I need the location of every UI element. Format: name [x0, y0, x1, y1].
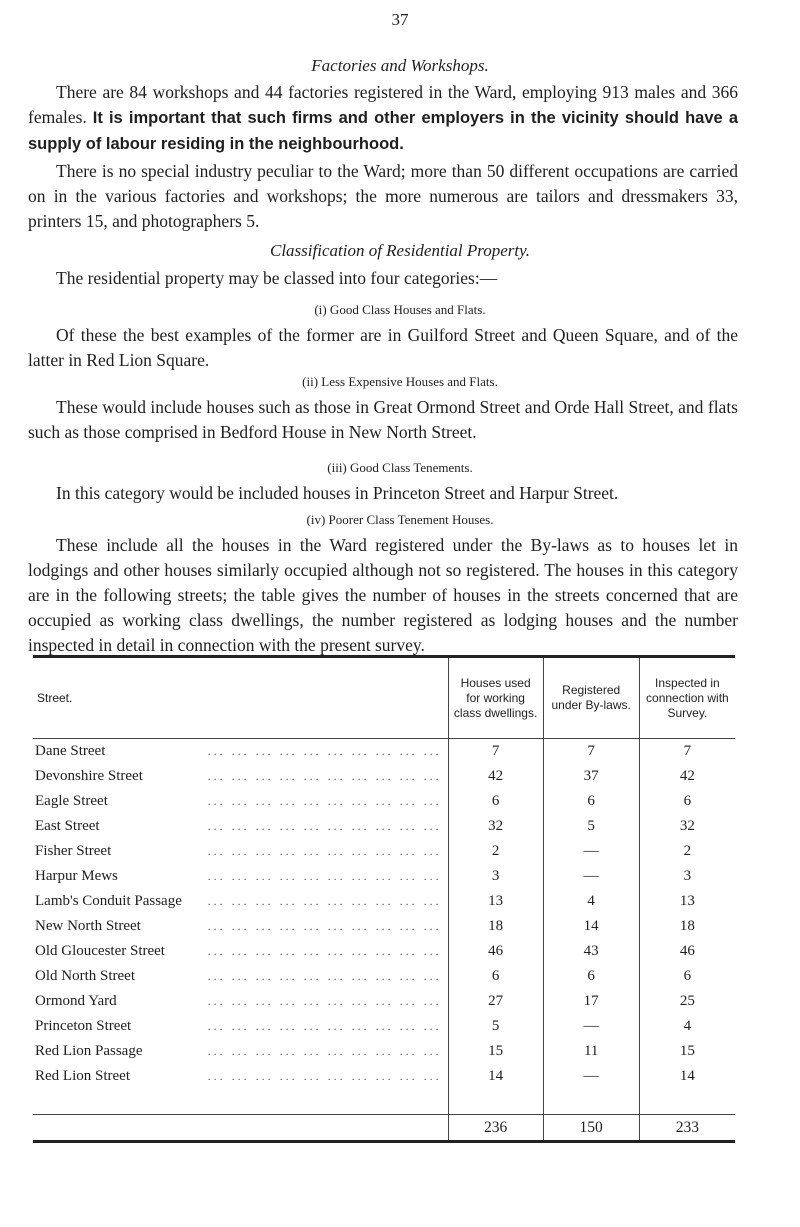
street-cell [33, 814, 448, 839]
inspected-cell: 18 [639, 914, 735, 939]
registered-cell: 14 [543, 914, 639, 939]
table-row [33, 1064, 735, 1089]
street-cell [33, 839, 448, 864]
category-1-text: Of these the best examples of the former are in Guilford Street and Queen Square, and of the latter in Red Lion Square. [28, 325, 738, 370]
street-cell-content [33, 843, 448, 860]
houses-cell: 7 [448, 739, 543, 765]
street-cell [33, 889, 448, 914]
street-name: Red Lion Passage [35, 1043, 143, 1059]
street-cell [33, 1014, 448, 1039]
table-spacer-row [33, 1089, 735, 1115]
street-cell [33, 789, 448, 814]
table-row [33, 839, 735, 864]
street-cell-content [33, 968, 448, 985]
street-name: New North Street [35, 918, 141, 934]
category-4-text: These include all the houses in the Ward registered under the By-laws as to houses let in lodgings and other houses similarly occupied although not so registered. The houses in this category are in the following streets; the table gives the number of houses in the streets concerned that are occupied as working class dwellings, the number registered as lodging houses and the number inspected in detail in connection with the present survey. [28, 535, 738, 655]
table-header-row [33, 657, 735, 739]
street-cell [33, 864, 448, 889]
factories-para2-text: There is no special industry peculiar to the Ward; more than 50 different occupations are carried on in the various factories and workshops; the more numerous are tailors and dressmakers 33, printers 15, and photographers 5. [28, 161, 738, 231]
houses-cell: 15 [448, 1039, 543, 1064]
table-row [33, 939, 735, 964]
spacer-cell [33, 1089, 448, 1115]
dot-leader [118, 869, 442, 884]
dot-leader [135, 969, 442, 984]
category-3-paragraph [28, 481, 738, 506]
header-registered: Registered under By-laws. [543, 657, 639, 739]
registered-cell: 6 [543, 964, 639, 989]
category-3-text: In this category would be included houses in Princeton Street and Harpur Street. [56, 483, 619, 503]
dot-leader [111, 844, 441, 859]
dot-leader [131, 1019, 441, 1034]
total-registered: 150 [543, 1115, 639, 1142]
houses-cell: 6 [448, 789, 543, 814]
street-name: Eagle Street [35, 793, 108, 809]
inspected-cell: 42 [639, 764, 735, 789]
registered-cell: — [543, 864, 639, 889]
registered-cell: 6 [543, 789, 639, 814]
registered-cell: 4 [543, 889, 639, 914]
registered-cell: 43 [543, 939, 639, 964]
table-row [33, 914, 735, 939]
houses-cell: 13 [448, 889, 543, 914]
street-cell [33, 964, 448, 989]
dot-leader [105, 744, 441, 759]
registered-cell: 37 [543, 764, 639, 789]
inspected-cell: 13 [639, 889, 735, 914]
street-cell [33, 1064, 448, 1089]
factories-para1-text: There are 84 workshops and 44 factories registered in the Ward, employing 913 males and 366 females. [28, 82, 738, 127]
registered-cell: 5 [543, 814, 639, 839]
street-name: Harpur Mews [35, 868, 118, 884]
dot-leader [141, 919, 442, 934]
table-body [33, 739, 735, 1115]
houses-cell: 14 [448, 1064, 543, 1089]
street-cell-content [33, 1018, 448, 1035]
houses-cell: 3 [448, 864, 543, 889]
table-row [33, 1039, 735, 1064]
total-houses: 236 [448, 1115, 543, 1142]
section-title-factories: Factories and Workshops. [311, 56, 489, 75]
street-cell-content [33, 918, 448, 935]
inspected-cell: 14 [639, 1064, 735, 1089]
dot-leader [100, 819, 442, 834]
paragraph-factories-1 [28, 80, 738, 157]
category-4-heading: (iv) Poorer Class Tenement Houses. [306, 512, 494, 527]
table-row [33, 789, 735, 814]
street-name: East Street [35, 818, 100, 834]
street-cell-content [33, 1068, 448, 1085]
paragraph-factories-2 [28, 159, 738, 234]
street-cell-content [33, 943, 448, 960]
street-cell [33, 939, 448, 964]
header-houses: Houses used for working class dwellings. [448, 657, 543, 739]
page-number: 37 [391, 10, 409, 29]
table-row [33, 1014, 735, 1039]
category-2-heading: (ii) Less Expensive Houses and Flats. [302, 374, 498, 389]
dot-leader [182, 894, 442, 909]
header-inspected: Inspected in connection with Survey. [639, 657, 735, 739]
street-name: Dane Street [35, 743, 106, 759]
category-1-paragraph [28, 323, 738, 373]
houses-cell: 2 [448, 839, 543, 864]
spacer-cell [639, 1089, 735, 1115]
table-row [33, 764, 735, 789]
inspected-cell: 46 [639, 939, 735, 964]
table-row [33, 989, 735, 1014]
street-name: Old Gloucester Street [35, 943, 165, 959]
street-cell [33, 739, 448, 765]
survey-table [33, 655, 735, 1143]
table-total-row [33, 1115, 735, 1142]
dot-leader [117, 994, 442, 1009]
registered-cell: — [543, 1014, 639, 1039]
street-name: Fisher Street [35, 843, 112, 859]
houses-cell: 46 [448, 939, 543, 964]
spacer-cell [543, 1089, 639, 1115]
street-cell-content [33, 1043, 448, 1060]
dot-leader [165, 944, 442, 959]
total-label-cell [33, 1115, 448, 1142]
registered-cell: 7 [543, 739, 639, 765]
street-name: Princeton Street [35, 1018, 132, 1034]
spacer-cell [448, 1089, 543, 1115]
street-cell [33, 764, 448, 789]
registered-cell: — [543, 1064, 639, 1089]
dot-leader [130, 1069, 442, 1084]
table-row [33, 889, 735, 914]
category-4-paragraph [28, 533, 738, 658]
inspected-cell: 4 [639, 1014, 735, 1039]
header-street: Street. [33, 657, 448, 739]
street-cell [33, 989, 448, 1014]
registered-cell: — [543, 839, 639, 864]
street-name: Devonshire Street [35, 768, 143, 784]
houses-cell: 42 [448, 764, 543, 789]
street-cell-content [33, 743, 448, 760]
section-title-classification: Classification of Residential Property. [269, 241, 531, 260]
dot-leader [142, 1044, 441, 1059]
category-2-text: These would include houses such as those in Great Ormond Street and Orde Hall Street, and flats such as those comprised in Bedford House in New North Street. [28, 397, 738, 442]
street-cell-content [33, 868, 448, 885]
inspected-cell: 3 [639, 864, 735, 889]
street-cell [33, 1039, 448, 1064]
registered-cell: 17 [543, 989, 639, 1014]
houses-cell: 32 [448, 814, 543, 839]
paragraph-classification-intro [28, 266, 738, 291]
street-name: Old North Street [35, 968, 135, 984]
inspected-cell: 32 [639, 814, 735, 839]
inspected-cell: 25 [639, 989, 735, 1014]
category-2-paragraph [28, 395, 738, 445]
table-row [33, 964, 735, 989]
inspected-cell: 6 [639, 789, 735, 814]
street-name: Red Lion Street [35, 1068, 130, 1084]
table-row [33, 739, 735, 765]
houses-cell: 27 [448, 989, 543, 1014]
street-cell [33, 914, 448, 939]
houses-cell: 18 [448, 914, 543, 939]
dot-leader [143, 769, 442, 784]
factories-para1-bold: It is important that such firms and other employers in the vicinity should have a supply of labour residing in the neighbourhood. [28, 109, 738, 153]
houses-cell: 5 [448, 1014, 543, 1039]
street-cell-content [33, 793, 448, 810]
inspected-cell: 6 [639, 964, 735, 989]
inspected-cell: 2 [639, 839, 735, 864]
registered-cell: 11 [543, 1039, 639, 1064]
street-cell-content [33, 818, 448, 835]
inspected-cell: 7 [639, 739, 735, 765]
inspected-cell: 15 [639, 1039, 735, 1064]
street-name: Ormond Yard [35, 993, 117, 1009]
classification-intro-text: The residential property may be classed into four categories:— [56, 268, 498, 288]
table-row [33, 864, 735, 889]
dot-leader [108, 794, 442, 809]
table-row [33, 814, 735, 839]
street-cell-content [33, 893, 448, 910]
street-cell-content [33, 768, 448, 785]
street-cell-content [33, 993, 448, 1010]
total-inspected: 233 [639, 1115, 735, 1142]
category-3-heading: (iii) Good Class Tenements. [327, 460, 473, 475]
category-1-heading: (i) Good Class Houses and Flats. [314, 302, 486, 317]
houses-cell: 6 [448, 964, 543, 989]
street-name: Lamb's Conduit Passage [35, 893, 182, 909]
